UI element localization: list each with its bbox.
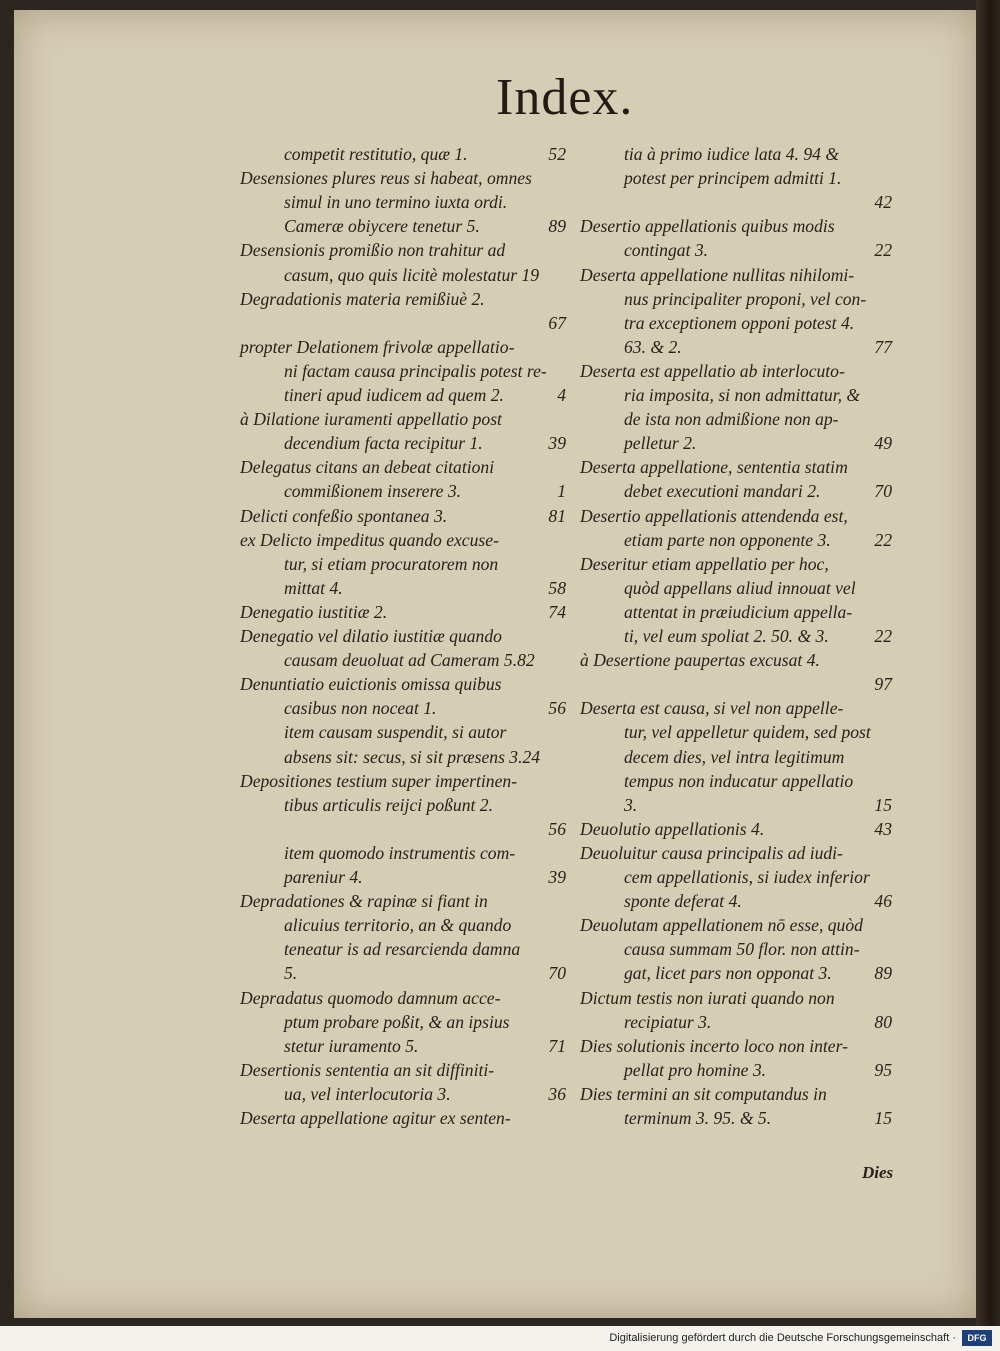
footer-credit: Digitalisierung gefördert durch die Deutsche Forschungsgemeinschaft · xyxy=(609,1332,956,1344)
page-reference: 70 xyxy=(874,481,892,502)
entry-text: Denegatio iustitiæ 2. xyxy=(240,601,388,622)
index-entry-line xyxy=(240,1058,572,1082)
index-entry-line xyxy=(240,961,572,985)
footer-bar xyxy=(0,1326,1000,1351)
index-entry-line xyxy=(580,1082,898,1106)
entry-text: teneatur is ad resarcienda damna xyxy=(284,939,521,960)
entry-text: ptum probare poßit, & an ipsius xyxy=(284,1011,510,1032)
index-entry-line xyxy=(580,455,898,479)
index-entry-line xyxy=(580,720,898,744)
entry-text: tur, si etiam procuratorem non xyxy=(284,553,499,574)
entry-text: terminum 3. 95. & 5. xyxy=(624,1108,772,1128)
entry-text: causam deuoluat ad Cameram 5.82 xyxy=(284,650,535,671)
index-entry-line xyxy=(580,166,898,190)
page-reference: 22 xyxy=(874,626,892,646)
entry-text: 63. & 2. xyxy=(624,336,682,357)
index-entry-line xyxy=(580,1034,898,1058)
page-reference: 77 xyxy=(874,336,892,357)
index-entry-line xyxy=(580,793,898,817)
entry-text: ua, vel interlocutoria 3. xyxy=(284,1083,451,1104)
index-entry-line xyxy=(240,552,572,576)
entry-text: tia à primo iudice lata 4. 94 & xyxy=(624,144,840,164)
entry-text: decendium facta recipitur 1. xyxy=(284,433,483,454)
entry-text: ni factam causa principalis potest re- xyxy=(284,360,547,381)
page-reference: 22 xyxy=(874,529,892,550)
entry-text: contingat 3. xyxy=(624,240,709,261)
index-entry-line xyxy=(580,913,898,937)
page-reference: 95 xyxy=(874,1059,892,1080)
page-title: Index. xyxy=(496,69,634,126)
index-entry-line xyxy=(240,696,572,720)
entry-text: Desertionis sententia an sit diffiniti- xyxy=(240,1059,495,1080)
entry-text: Cameræ obiycere tenetur 5. xyxy=(284,216,480,237)
page-reference: 71 xyxy=(548,1035,566,1056)
index-entry-line xyxy=(580,1106,898,1130)
index-entry-line xyxy=(580,745,898,769)
entry-text: tur, vel appelletur quidem, sed post xyxy=(624,722,871,743)
index-entry-line xyxy=(580,817,898,841)
index-entry-line xyxy=(580,769,898,793)
index-entry-line xyxy=(580,648,898,672)
entry-text: attentat in præiudicium appella- xyxy=(624,601,853,622)
entry-text: à Dilatione iuramenti appellatio post xyxy=(240,409,502,430)
entry-text: à Desertione paupertas excusat 4. xyxy=(580,650,820,671)
page-reference: 52 xyxy=(548,144,566,164)
index-entry-line xyxy=(240,359,572,383)
entry-text: Denuntiatio euictionis omissa quibus xyxy=(240,674,502,695)
index-entry-line xyxy=(580,672,898,696)
entry-text: casibus non noceat 1. xyxy=(284,698,437,719)
page-reference: 89 xyxy=(548,216,566,237)
entry-text: Desensiones plures reus si habeat, omnes xyxy=(240,168,532,189)
entry-text: propter Delationem frivolæ appellatio- xyxy=(240,336,515,357)
entry-text: Depositiones testium super impertinen- xyxy=(240,770,518,791)
index-entry-line xyxy=(240,576,572,600)
page-reference: 80 xyxy=(874,1011,892,1032)
entry-text: Deserta est causa, si vel non appelle- xyxy=(580,698,844,719)
entry-text: Dictum testis non iurati quando non xyxy=(580,987,835,1008)
entry-text: Degradationis materia remißiuè 2. xyxy=(240,288,485,309)
entry-text: simul in uno termino iuxta ordi. xyxy=(284,192,508,213)
index-entry-line xyxy=(240,1034,572,1058)
entry-text: mittat 4. xyxy=(284,577,343,598)
entry-text: recipiatur 3. xyxy=(624,1011,712,1032)
page-reference: 67 xyxy=(548,312,566,333)
entry-text: quòd appellans aliud innouat vel xyxy=(624,577,856,598)
entry-text: sponte deferat 4. xyxy=(624,891,742,912)
entry-text: pellat pro homine 3. xyxy=(624,1059,767,1080)
index-entry-line xyxy=(240,504,572,528)
index-entry-line xyxy=(240,142,572,166)
catchword: Dies xyxy=(862,1163,894,1182)
index-entry-line xyxy=(580,142,898,166)
index-entry-line xyxy=(580,359,898,383)
index-entry-line xyxy=(240,479,572,503)
index-entry-line xyxy=(580,1058,898,1082)
entry-text: potest per principem admitti 1. xyxy=(624,168,842,189)
page-reference: 15 xyxy=(874,794,892,815)
entry-text: Deuolutam appellationem nō esse, quòd xyxy=(580,915,863,936)
index-entry-line xyxy=(580,961,898,985)
entry-text: debet executioni mandari 2. xyxy=(624,481,821,502)
entry-text: competit restitutio, quæ 1. xyxy=(284,144,468,164)
index-entry-line xyxy=(240,745,572,769)
entry-text: Desensionis promißio non trahitur ad xyxy=(240,240,506,261)
entry-text: Deseritur etiam appellatio per hoc, xyxy=(580,553,829,574)
index-entry-line xyxy=(240,600,572,624)
entry-text: item causam suspendit, si autor xyxy=(284,722,507,743)
page-reference: 46 xyxy=(874,891,892,912)
index-entry-line xyxy=(240,190,572,214)
entry-text: etiam parte non opponente 3. xyxy=(624,529,831,550)
index-entry-line xyxy=(240,238,572,262)
entry-text: ti, vel eum spoliat 2. 50. & 3. xyxy=(624,626,829,646)
entry-text: absens sit: secus, si sit præsens 3.24 xyxy=(284,746,541,767)
index-entry-line xyxy=(240,937,572,961)
index-entry-line xyxy=(580,287,898,311)
entry-text: tempus non inducatur appellatio xyxy=(624,770,854,791)
index-entry-line xyxy=(240,889,572,913)
entry-text: pareniur 4. xyxy=(284,867,363,887)
entry-text: Deserta est appellatio ab interlocuto- xyxy=(580,360,845,381)
page-reference: 97 xyxy=(874,674,892,695)
index-entry-line xyxy=(240,311,572,335)
index-entry-line xyxy=(580,937,898,961)
index-entry-line xyxy=(580,504,898,528)
page-reference: 81 xyxy=(548,505,566,526)
index-entry-line xyxy=(580,528,898,552)
entry-text: Deserta appellatione agitur ex senten- xyxy=(240,1108,511,1128)
page-reference: 43 xyxy=(874,818,892,839)
page-reference: 56 xyxy=(548,818,566,839)
page-reference: 42 xyxy=(874,192,892,213)
index-entry-line xyxy=(240,431,572,455)
index-entry-line xyxy=(580,407,898,431)
index-entry-line xyxy=(240,817,572,841)
index-entry-line xyxy=(240,648,572,672)
entry-text: Deserta appellatione, sententia statim xyxy=(580,457,848,478)
entry-text: commißionem inserere 3. xyxy=(284,481,462,502)
page-reference: 58 xyxy=(548,577,566,598)
index-entry-line xyxy=(240,214,572,238)
entry-text: Deuoluitur causa principalis ad iudi- xyxy=(580,842,843,863)
entry-text: de ista non admißione non ap- xyxy=(624,409,839,430)
index-entry-line xyxy=(580,889,898,913)
entry-text: Depradationes & rapinæ si fiant in xyxy=(240,891,488,912)
index-entry-line xyxy=(580,696,898,720)
entry-text: Delegatus citans an debeat citationi xyxy=(240,457,495,478)
index-entry-line xyxy=(240,287,572,311)
entry-text: nus principaliter proponi, vel con- xyxy=(624,288,867,309)
index-entry-line xyxy=(580,576,898,600)
entry-text: Desertio appellationis quibus modis xyxy=(580,216,835,237)
entry-text: ex Delicto impeditus quando excuse- xyxy=(240,529,499,550)
entry-text: tibus articulis reijci poßunt 2. xyxy=(284,794,494,815)
index-entry-line xyxy=(580,986,898,1010)
entry-text: alicuius territorio, an & quando xyxy=(284,915,512,936)
entry-text: Dies termini an sit computandus in xyxy=(580,1083,827,1104)
index-entry-line xyxy=(580,865,898,889)
page-reference: 49 xyxy=(874,433,892,454)
entry-text: tra exceptionem opponi potest 4. xyxy=(624,312,855,333)
index-entry-line xyxy=(580,600,898,624)
entry-text: Desertio appellationis attendenda est, xyxy=(580,505,848,526)
entry-text: stetur iuramento 5. xyxy=(284,1035,419,1056)
index-entry-line xyxy=(240,263,572,287)
index-entry-line xyxy=(240,1010,572,1034)
entry-text: tineri apud iudicem ad quem 2. xyxy=(284,385,504,405)
index-entry-line xyxy=(240,865,572,889)
entry-text: Depradatus quomodo damnum acce- xyxy=(240,987,501,1008)
index-entry-line xyxy=(240,624,572,648)
entry-text: Denegatio vel dilatio iustitiæ quando xyxy=(240,626,502,646)
index-entry-line xyxy=(580,335,898,359)
index-entry-line xyxy=(240,720,572,744)
page-reference: 74 xyxy=(548,601,566,622)
index-entry-line xyxy=(580,311,898,335)
index-entry-line xyxy=(240,913,572,937)
entry-text: item quomodo instrumentis com- xyxy=(284,842,516,863)
index-entry-line xyxy=(240,407,572,431)
page-reference: 22 xyxy=(874,240,892,261)
index-entry-line xyxy=(580,479,898,503)
index-entry-line xyxy=(580,190,898,214)
index-entry-line xyxy=(240,793,572,817)
index-entry-line xyxy=(240,166,572,190)
dfg-logo: DFG xyxy=(962,1330,992,1346)
index-entry-line xyxy=(240,986,572,1010)
index-entry-line xyxy=(580,263,898,287)
entry-text: decem dies, vel intra legitimum xyxy=(624,746,845,767)
page-reference: 39 xyxy=(548,867,566,887)
page-reference: 70 xyxy=(548,963,566,984)
index-entry-line xyxy=(580,214,898,238)
entry-text: casum, quo quis licitè molestatur 19 xyxy=(284,264,540,285)
index-entry-line xyxy=(240,335,572,359)
index-entry-line xyxy=(240,672,572,696)
index-entry-line xyxy=(240,383,572,407)
index-entry-line xyxy=(240,1082,572,1106)
index-entry-line xyxy=(240,769,572,793)
entry-text: Dies solutionis incerto loco non inter- xyxy=(580,1035,848,1056)
entry-text: pelletur 2. xyxy=(624,433,697,454)
entry-text: cem appellationis, si iudex inferior xyxy=(624,867,870,887)
entry-text: ria imposita, si non admittatur, & xyxy=(624,385,861,405)
index-entry-line xyxy=(580,383,898,407)
page-reference: 89 xyxy=(874,963,892,984)
index-entry-line xyxy=(240,455,572,479)
index-entry-line xyxy=(580,238,898,262)
entry-text: Deuolutio appellationis 4. xyxy=(580,818,765,839)
book-spine xyxy=(976,0,1000,1326)
entry-text: Delicti confeßio spontanea 3. xyxy=(240,505,448,526)
index-entry-line xyxy=(580,1010,898,1034)
entry-text: 5. xyxy=(284,963,298,984)
index-entry-line xyxy=(580,431,898,455)
index-entry-line xyxy=(240,1106,572,1130)
index-entry-line xyxy=(580,624,898,648)
entry-text: 3. xyxy=(624,794,638,815)
page-reference: 39 xyxy=(548,433,566,454)
page-reference: 56 xyxy=(548,698,566,719)
page-reference: 15 xyxy=(874,1108,892,1128)
index-entry-line xyxy=(240,528,572,552)
page-reference: 1 xyxy=(557,481,566,502)
entry-text: causa summam 50 flor. non attin- xyxy=(624,939,860,960)
index-entry-line xyxy=(240,841,572,865)
entry-text: gat, licet pars non opponat 3. xyxy=(624,963,832,984)
page-reference: 36 xyxy=(548,1083,566,1104)
index-entry-line xyxy=(580,552,898,576)
index-entry-line xyxy=(580,841,898,865)
page-reference: 4 xyxy=(557,385,566,405)
entry-text: Deserta appellatione nullitas nihilomi- xyxy=(580,264,855,285)
